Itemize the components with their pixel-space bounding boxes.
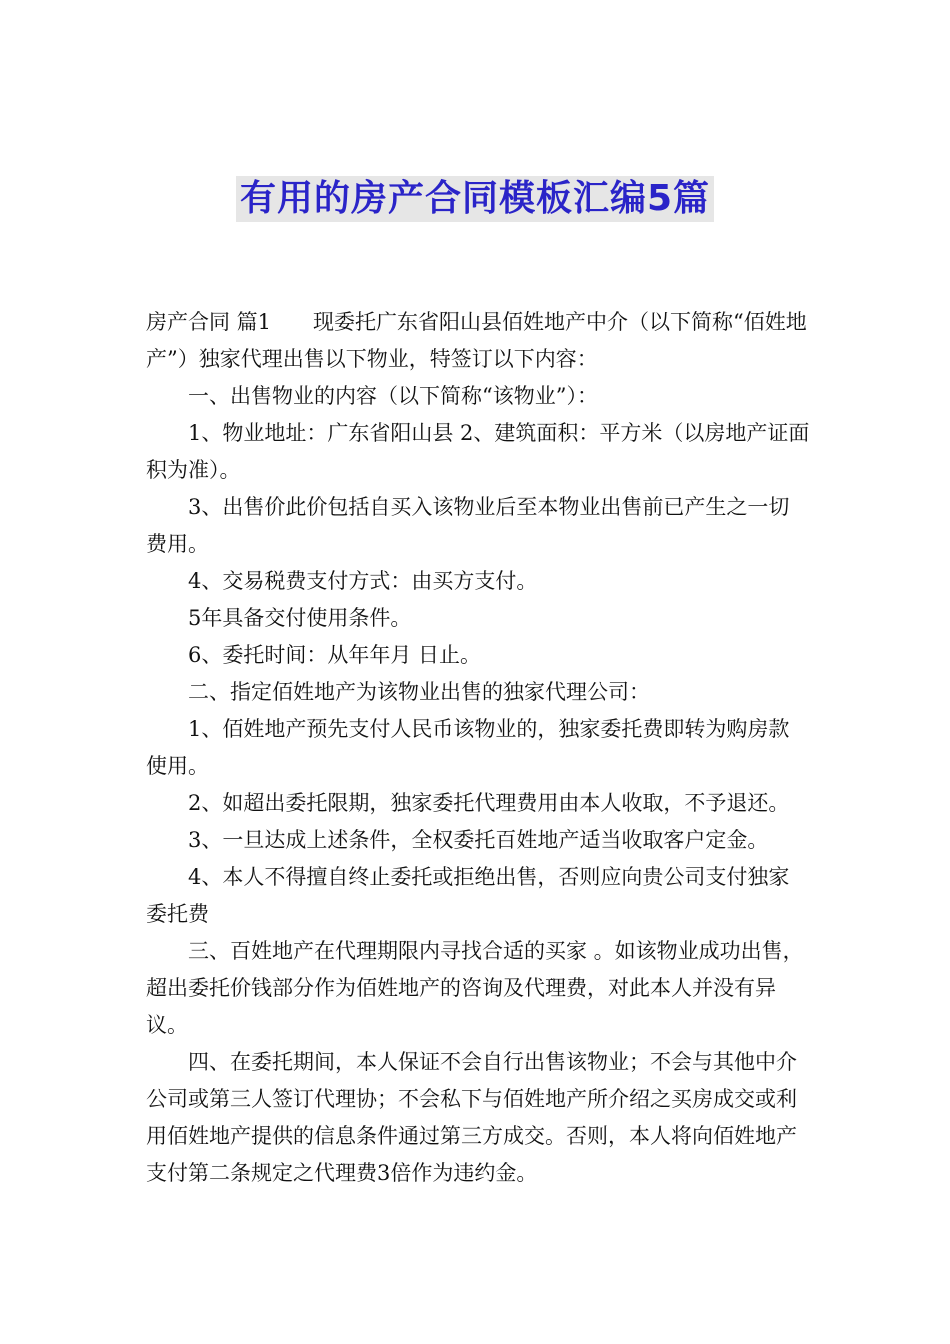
paragraph-item-5: 5年具备交付使用条件。	[188, 606, 412, 630]
paragraph-section-4: 四、在委托期间，本人保证不会自行出售该物业；不会与其他中介公司或第三人签订代理协；不会私下与佰姓地产所介绍之买房成交或利用佰姓地产提供的信息条件通过第三方成交。否则，本人将向佰姓地产支付第二条规定之代理费3倍作为违约金。	[146, 1050, 797, 1185]
paragraph-section-2-heading: 二、指定佰姓地产为该物业出售的独家代理公司：	[188, 680, 650, 704]
paragraph-section-2-item-4: 4、本人不得擅自终止委托或拒绝出售，否则应向贵公司支付独家委托费	[146, 865, 790, 926]
title-container	[0, 176, 950, 222]
paragraph-section-2-item-2: 2、如超出委托限期，独家委托代理费用由本人收取，不予退还。	[188, 791, 790, 815]
paragraph-item-3: 3、出售价此价包括自买入该物业后至本物业出售前已产生之一切费用。	[146, 495, 790, 556]
paragraph-item-1-2: 1、物业地址：广东省阳山县 2、建筑面积：平方米（以房地产证面积为准）。	[146, 421, 810, 482]
document-body	[146, 304, 810, 1192]
paragraph-section-1-heading: 一、出售物业的内容（以下简称“该物业”）：	[188, 384, 598, 408]
paragraph-intro: 房产合同 篇1 现委托广东省阳山县佰姓地产中介（以下简称“佰姓地产”）独家代理出售以下物业，特签订以下内容：	[146, 310, 807, 371]
paragraph-section-3: 三、百姓地产在代理期限内寻找合适的买家 。如该物业成功出售，超出委托价钱部分作为佰姓地产的咨询及代理费，对此本人并没有异议。	[146, 939, 804, 1037]
paragraph-item-6: 6、委托时间：从年年月 日止。	[188, 643, 482, 667]
paragraph-section-2-item-3: 3、一旦达成上述条件，全权委托百姓地产适当收取客户定金。	[188, 828, 769, 852]
paragraph-item-4: 4、交易税费支付方式：由买方支付。	[188, 569, 538, 593]
paragraph-section-2-item-1: 1、佰姓地产预先支付人民币该物业的，独家委托费即转为购房款使用。	[146, 717, 790, 778]
document-title: 有用的房产合同模板汇编5篇	[236, 176, 714, 222]
